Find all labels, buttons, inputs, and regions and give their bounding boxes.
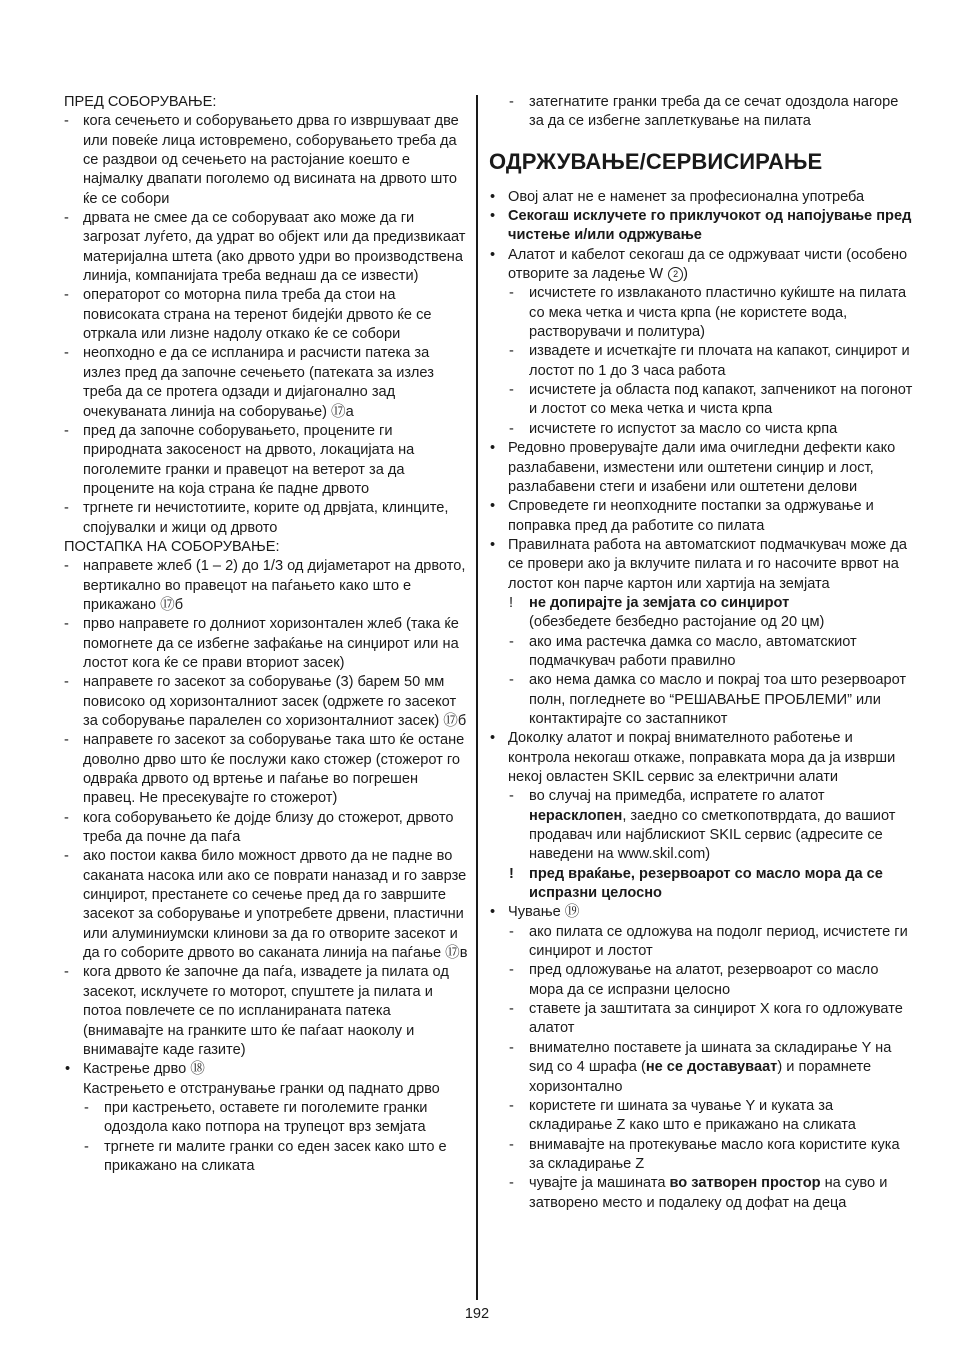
procedure-item: - направете го засекот за соборување така што ќе остане доволно дрво што ќе послужи како стожер (стожерот го одвраќа дрвото од вртење и паѓање во погрешен правец. Не пресекувајте го стожерот)	[64, 732, 465, 807]
procedure-item: - кога соборувањето ќе дојде близу до стожерот, дрвото треба да почне да паѓа	[64, 809, 454, 846]
service-item: - во случај на примедба, испратете го алатот нерасклопен, заедно со сметкопотврдата, до вашиот продавач или најблискиот SKIL сервис (адресите се наведени на www.skil.com)	[509, 788, 896, 863]
page-number: 192	[464, 1306, 490, 1322]
storage-item: - внимателно поставете ја шината за складирање Y на ѕид со 4 шрафа (не се доставуваат) и порамнете хоризонтално	[509, 1039, 892, 1095]
maintenance-bullet: • Секогаш исклучете го приклучокот од напојување пред чистење и/или одржување	[490, 208, 912, 244]
before-felling-heading: ПРЕД СОБОРУВАЊЕ:	[64, 94, 217, 110]
procedure-item: - прво направете го долниот хоризонтален жлеб (така ќе помогнете да се избегне зафаќање на синџирот или на лостот кога ќе се прави вториот засек)	[64, 616, 459, 671]
maintenance-bullet: • Спроведете ги неопходните постапки за одржување и поправка пред да работите со пилата	[490, 498, 874, 534]
procedure-item: - ако постои каква било можност дрвото да не падне во саканата насока или ако се поврати наназад и го заврзе синџирот, престанете со сечење пред да го завршите засекот за соборување и употребете дрвени, пластични или алуминиумски клинови за да го отворите засекот и да го соборите дрвото во саканата линија на паѓање ⑰в	[64, 848, 468, 962]
before-item: - дрвата не смее да се соборуваат ако може да ги загрозат луѓето, да удрат во објект или да предизвикаат материјална штета (ако дрвото удри во производствена линија, компанијата треба веднаш да се извести)	[64, 210, 466, 285]
storage-item: - внимавајте на протекување масло кога користите кука за складирање Z	[509, 1136, 900, 1172]
maintenance-bullet: • Редовно проверувајте дали има очигледни дефекти како разлабавени, изместени или оштетени синџир и лост, разлабавени стеги и изабени или оштетени делови	[490, 440, 896, 495]
oiler-check-item: - ако има растечка дамка со масло, автоматскиот подмачкувач работи правилно	[509, 633, 857, 669]
storage-item: - ако пилата се одложува на подолг период, исчистете ги синџирот и лостот	[509, 923, 908, 960]
oiler-check-item: - ако нема дамка со масло и покрај тоа што резервоарот полн, погледнете во “РЕШАВАЊЕ ПРОБЛЕМИ” или контактирајте со застапникот	[509, 672, 907, 727]
procedure-item: - кога дрвото ќе започне да паѓа, извадете ја пилата од засекот, исклучете го моторот, спуштете ја пилата и потоа повлечете се по испланираната патека (внимавајте на гранките што ќе паѓаат наоколу и внимавајте каде газите)	[64, 964, 449, 1058]
storage-bullet: • Чување ⑲	[490, 904, 580, 921]
maintenance-bullet: • Правилната работа на автоматскиот подмачкувач може да се провери ако ја вклучите пилата и го насочите врвот на лостот кон парче картон или хартија на земјата	[490, 536, 907, 592]
column-divider	[476, 95, 478, 1300]
maintenance-bullet: • Овој алат не е наменет за професионална употреба	[490, 188, 865, 205]
maintenance-bullet: • Алатот и кабелот секогаш да се одржуваат чисти (особено отворите за ладење W 2 )	[490, 246, 908, 283]
cleaning-item: - извадете и исчеткајте ги плочата на капакот, синџирот и лостот по 1 до 3 часа работа	[509, 343, 910, 379]
felling-procedure-heading: ПОСТАПКА НА СОБОРУВАЊЕ:	[64, 538, 280, 555]
figure-ref-badge: 2	[668, 267, 683, 282]
procedure-item: - направете го засекот за соборување (3) барем 50 мм повисоко од хоризонталниот засек (одржете го засекот за соборување паралелен со хоризонталниот засек) ⑰б	[64, 674, 467, 729]
pruning-item: - при кастрењето, оставете ги поголемите гранки одоздола како потпора на трупецот врз земјата	[84, 1099, 428, 1136]
maintenance-section-title: ОДРЖУВАЊЕ/СЕРВИСИРАЊЕ	[489, 148, 823, 174]
storage-item: - користете ги шината за чување Y и куката за складирање Z како што е прикажано на сликата	[509, 1097, 856, 1134]
pruning-description: Кастрењето е отстранување гранки од паднато дрво	[83, 1080, 440, 1097]
maintenance-bullet: • Доколку алатот и покрај внимателното работење и контрола некогаш откаже, поправката мора да ја изврши некој овластен SKIL сервис за електрични алати	[490, 730, 896, 785]
warning-item: ! пред враќање, резервоарот со масло мора да се испразни целосно	[509, 865, 883, 902]
procedure-item: - направете жлеб (1 – 2) до 1/3 од дијаметарот на дрвото, вертикално во правецот на паѓањето како што е прикажано ⑰б	[64, 558, 466, 613]
storage-item: - ставете ја заштитата за синџирот X кога го одложувате алатот	[509, 1001, 903, 1037]
cleaning-item: - исчистете го извлаканото пластично куќиште на пилата со мека четка и чиста крпа (не користете вода, растворувачи и политура)	[509, 285, 907, 341]
storage-item: - чувајте ја машината во затворен простор на суво и затворено место и подалеку од дофат на деца	[509, 1175, 888, 1211]
left-column	[64, 93, 468, 1176]
pruning-bullet: • Кастрење дрво ⑱	[65, 1061, 205, 1078]
before-item: - операторот со моторна пила треба да стои на повисоката страна на теренот бидејќи дрвото ќе се отркала или лизне надолу откако ќе се собори	[64, 287, 432, 343]
before-item: - тргнете ги нечистотиите, корите од дрвјата, клинците, спојувалки и жици од дрвото	[64, 500, 449, 536]
cleaning-item: - исчистете го испустот за масло со чиста крпа	[509, 420, 838, 437]
right-column	[489, 93, 914, 1213]
before-item: - пред да започне соборувањето, процените ги природната закосеност на дрвото, локацијата на поголемите гранки и правецот на ветерот за да процените на која страна ќе падне дрвото	[64, 422, 415, 497]
cleaning-item: - исчистете ја областа под капакот, запченикот на погонот и лостот со мека четка и чиста крпа	[509, 382, 913, 418]
before-item: - кога сечењето и соборувањето дрва го извршуваат две или повеќе лица истовремено, соборувањето треба да се раздвои од сечењето на растојание коешто е најмалку двапати поголемо од висината на дрвото што ќе се собори	[64, 113, 459, 207]
storage-item: - пред одложување на алатот, резервоарот со масло мора да се испразни целосно	[509, 962, 879, 998]
warning-item: ! не допирајте ја земјата со синџирот (обезбедете безбедно растојание од 20 цм)	[509, 594, 825, 631]
before-item: - неопходно е да се испланира и расчисти патека за излез пред да започне сечењето (патеката за излез треба да се протега одзади и дијагонално зад очекуваната линија на соборување) ⑰а	[64, 345, 434, 420]
pruning-item: - затегнатите гранки треба да се сечат одоздола нагоре за да се избегне заплеткување на пилата	[509, 94, 899, 130]
pruning-item: - тргнете ги малите гранки со еден засек како што е прикажано на сликата	[84, 1138, 447, 1174]
